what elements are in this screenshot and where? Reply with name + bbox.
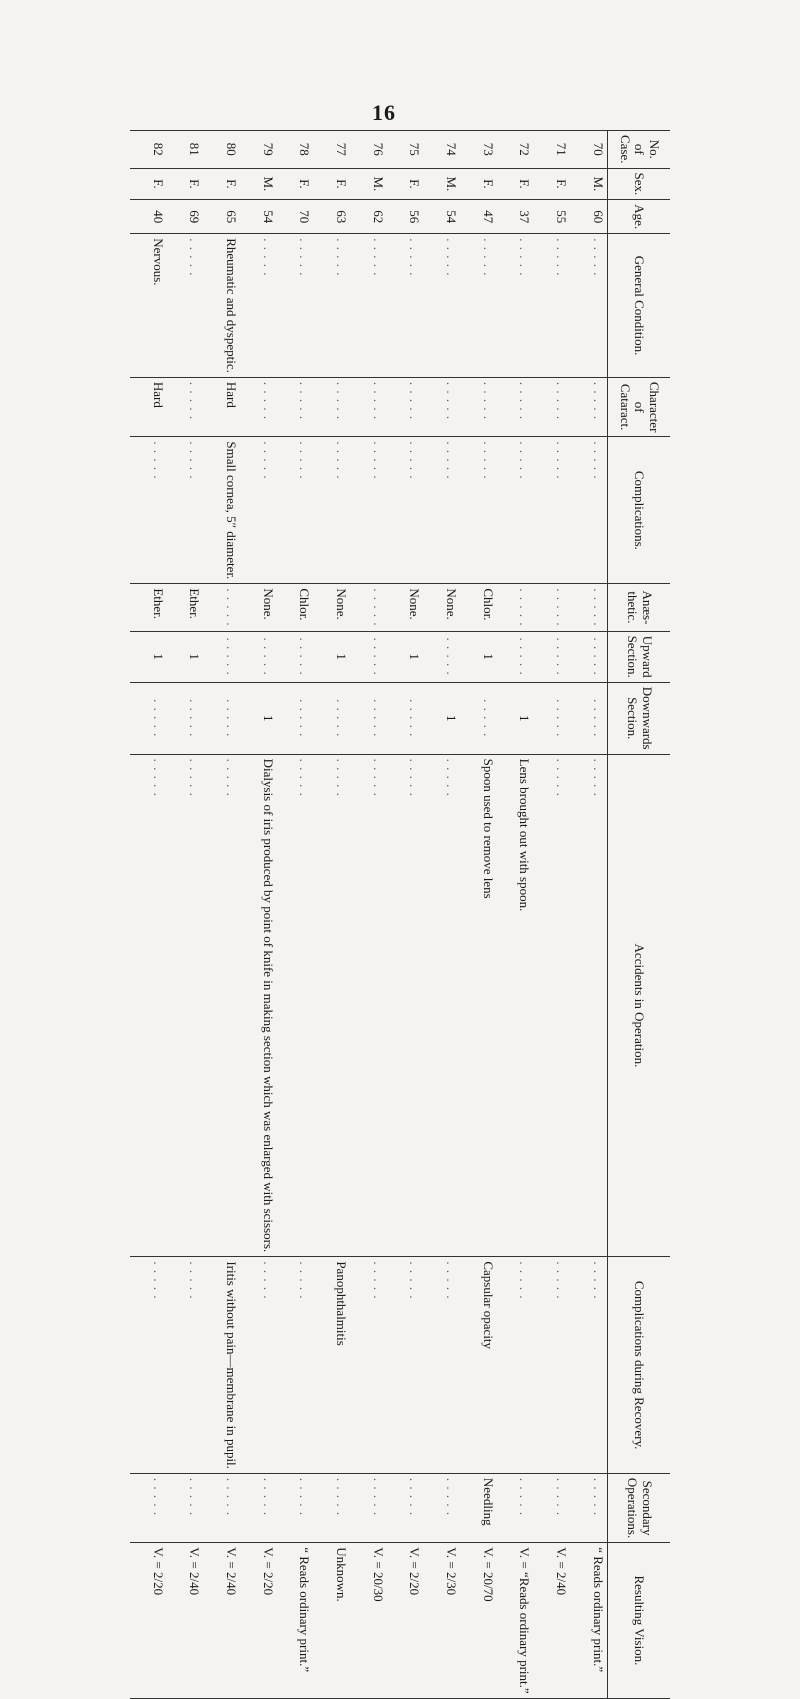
- table-cell: . . . . .: [167, 1257, 204, 1474]
- table-cell: . . . . .: [387, 754, 424, 1257]
- table-cell: . . . . .: [570, 437, 607, 584]
- table-cell: . . . . .: [350, 631, 387, 682]
- table-cell: . . . . .: [497, 377, 534, 437]
- table-cell: Lens brought out with spoon.: [497, 754, 534, 1257]
- table-row: [203, 131, 240, 1699]
- table-cell: . . . . .: [533, 682, 570, 754]
- table-cell: . . . . .: [350, 584, 387, 631]
- table-cell: . . . . .: [423, 1257, 460, 1474]
- table-cell: . . . . .: [387, 1257, 424, 1474]
- table-cell: . . . . .: [533, 754, 570, 1257]
- table-cell: . . . . .: [460, 437, 497, 584]
- table-cell: . . . . .: [387, 1473, 424, 1542]
- table-cell: . . . . .: [423, 437, 460, 584]
- table-cell: “ Reads ordinary print.”: [277, 1543, 314, 1698]
- column-header: Age.: [608, 200, 671, 234]
- table-cell: F.: [167, 168, 204, 200]
- table-cell: 47: [460, 200, 497, 234]
- table-cell: . . . . .: [570, 1257, 607, 1474]
- table-cell: . . . . .: [387, 234, 424, 378]
- table-cell: . . . . .: [350, 1473, 387, 1542]
- table-cell: . . . . .: [533, 377, 570, 437]
- table-cell: . . . . .: [570, 682, 607, 754]
- table-cell: Small cornea, 5″ diameter.: [203, 437, 240, 584]
- table-cell: V. = 2/20: [240, 1543, 277, 1698]
- table-cell: 80: [203, 131, 240, 169]
- table-cell: 76: [350, 131, 387, 169]
- table-cell: . . . . .: [313, 437, 350, 584]
- table-cell: None.: [423, 584, 460, 631]
- table-cell: . . . . .: [387, 682, 424, 754]
- table-cell: Nervous.: [130, 234, 167, 378]
- table-cell: . . . . .: [350, 437, 387, 584]
- table-cell: 79: [240, 131, 277, 169]
- column-header: Anæs-thetic.: [608, 584, 671, 631]
- table-cell: . . . . .: [240, 1473, 277, 1542]
- table-cell: V. = 2/40: [167, 1543, 204, 1698]
- table-cell: 60: [570, 200, 607, 234]
- table-cell: Chlor.: [277, 584, 314, 631]
- cataract-cases-table: [130, 130, 670, 1699]
- table-cell: 82: [130, 131, 167, 169]
- table-cell: F.: [203, 168, 240, 200]
- table-cell: 70: [570, 131, 607, 169]
- table-cell: 1: [167, 631, 204, 682]
- table-cell: 78: [277, 131, 314, 169]
- table-cell: . . . . .: [203, 631, 240, 682]
- table-cell: None.: [387, 584, 424, 631]
- table-row: [533, 131, 570, 1699]
- table-cell: . . . . .: [313, 682, 350, 754]
- table-cell: . . . . .: [277, 437, 314, 584]
- table-cell: . . . . .: [203, 754, 240, 1257]
- table-cell: . . . . .: [570, 377, 607, 437]
- table-cell: Panophthalmitis: [313, 1257, 350, 1474]
- table-cell: . . . . .: [570, 584, 607, 631]
- table-body: [130, 131, 608, 1699]
- table-cell: Rheumatic and dyspeptic.: [203, 234, 240, 378]
- table-cell: Hard: [130, 377, 167, 437]
- table-cell: . . . . .: [460, 682, 497, 754]
- table-cell: 1: [240, 682, 277, 754]
- table-cell: . . . . .: [130, 437, 167, 584]
- table-cell: None.: [313, 584, 350, 631]
- table-cell: Ether.: [167, 584, 204, 631]
- table-cell: . . . . .: [570, 234, 607, 378]
- table-cell: Iritis without pain—membrane in pupil.: [203, 1257, 240, 1474]
- table-cell: . . . . .: [497, 631, 534, 682]
- table-cell: . . . . .: [570, 754, 607, 1257]
- table-cell: . . . . .: [240, 437, 277, 584]
- table-row: [167, 131, 204, 1699]
- table-cell: M.: [240, 168, 277, 200]
- table-cell: . . . . .: [313, 234, 350, 378]
- table-cell: . . . . .: [313, 754, 350, 1257]
- table-cell: . . . . .: [570, 1473, 607, 1542]
- table-row: [423, 131, 460, 1699]
- table-row: [277, 131, 314, 1699]
- table-cell: F.: [313, 168, 350, 200]
- table-cell: . . . . .: [240, 234, 277, 378]
- table-cell: . . . . .: [350, 234, 387, 378]
- table-cell: Hard: [203, 377, 240, 437]
- table-row: [130, 131, 167, 1699]
- table-cell: . . . . .: [570, 631, 607, 682]
- table-cell: . . . . .: [350, 377, 387, 437]
- table-cell: F.: [130, 168, 167, 200]
- table-cell: . . . . .: [497, 1257, 534, 1474]
- table-cell: F.: [497, 168, 534, 200]
- table-cell: 55: [533, 200, 570, 234]
- table-cell: . . . . .: [277, 754, 314, 1257]
- table-cell: 1: [313, 631, 350, 682]
- table-cell: M.: [570, 168, 607, 200]
- table-row: [313, 131, 350, 1699]
- table-cell: V. = 2/40: [533, 1543, 570, 1698]
- table-cell: 54: [240, 200, 277, 234]
- table-cell: . . . . .: [423, 754, 460, 1257]
- table-cell: F.: [460, 168, 497, 200]
- table-cell: 70: [277, 200, 314, 234]
- table-cell: . . . . .: [350, 1257, 387, 1474]
- table-cell: . . . . .: [350, 682, 387, 754]
- table-cell: Needling: [460, 1473, 497, 1542]
- table-cell: 54: [423, 200, 460, 234]
- table-cell: . . . . .: [497, 234, 534, 378]
- table-cell: Ether.: [130, 584, 167, 631]
- table-cell: . . . . .: [533, 584, 570, 631]
- table-cell: . . . . .: [130, 754, 167, 1257]
- table-cell: . . . . .: [497, 584, 534, 631]
- table-row: [387, 131, 424, 1699]
- table-cell: . . . . .: [423, 631, 460, 682]
- table-cell: . . . . .: [240, 1257, 277, 1474]
- table-cell: . . . . .: [533, 631, 570, 682]
- column-header: Upward Section.: [608, 631, 671, 682]
- table-cell: 1: [423, 682, 460, 754]
- table-cell: . . . . .: [277, 1473, 314, 1542]
- column-header: Downwards Section.: [608, 682, 671, 754]
- table-cell: 37: [497, 200, 534, 234]
- table-cell: . . . . .: [533, 1257, 570, 1474]
- table-cell: Spoon used to remove lens: [460, 754, 497, 1257]
- table-cell: . . . . .: [167, 1473, 204, 1542]
- table-cell: . . . . .: [203, 1473, 240, 1542]
- table-cell: 81: [167, 131, 204, 169]
- column-header: No. of Case.: [608, 131, 671, 169]
- table-cell: 62: [350, 200, 387, 234]
- rotated-table: [130, 130, 670, 1694]
- case-table-region: [130, 130, 670, 1694]
- table-cell: 73: [460, 131, 497, 169]
- table-cell: . . . . .: [167, 437, 204, 584]
- table-cell: 1: [497, 682, 534, 754]
- table-cell: Unknown.: [313, 1543, 350, 1698]
- column-header: Secondary Operations.: [608, 1473, 671, 1542]
- table-cell: . . . . .: [533, 234, 570, 378]
- table-cell: V. = 2/40: [203, 1543, 240, 1698]
- table-row: [350, 131, 387, 1699]
- table-cell: V. = 20/70: [460, 1543, 497, 1698]
- table-cell: . . . . .: [203, 682, 240, 754]
- table-cell: . . . . .: [167, 754, 204, 1257]
- table-cell: . . . . .: [167, 377, 204, 437]
- table-cell: 71: [533, 131, 570, 169]
- table-cell: M.: [423, 168, 460, 200]
- table-cell: 77: [313, 131, 350, 169]
- table-row: [570, 131, 607, 1699]
- table-cell: F.: [277, 168, 314, 200]
- table-cell: 65: [203, 200, 240, 234]
- table-cell: Chlor.: [460, 584, 497, 631]
- table-cell: . . . . .: [167, 682, 204, 754]
- table-cell: . . . . .: [240, 631, 277, 682]
- column-header: Complications.: [608, 437, 671, 584]
- column-header: Complications during Recovery.: [608, 1257, 671, 1474]
- column-header: Character of Cataract.: [608, 377, 671, 437]
- table-cell: 1: [460, 631, 497, 682]
- table-cell: None.: [240, 584, 277, 631]
- table-cell: . . . . .: [497, 437, 534, 584]
- table-cell: . . . . .: [313, 377, 350, 437]
- table-cell: 72: [497, 131, 534, 169]
- table-cell: . . . . .: [423, 234, 460, 378]
- table-cell: “ Reads ordinary print.”: [570, 1543, 607, 1698]
- table-cell: . . . . .: [497, 1473, 534, 1542]
- column-header: Accidents in Operation.: [608, 754, 671, 1257]
- table-cell: V. = 2/20: [130, 1543, 167, 1698]
- table-cell: . . . . .: [277, 1257, 314, 1474]
- table-cell: V. = 2/30: [423, 1543, 460, 1698]
- table-header-row: [608, 131, 671, 1699]
- table-row: [240, 131, 277, 1699]
- table-cell: 74: [423, 131, 460, 169]
- table-cell: 56: [387, 200, 424, 234]
- table-cell: . . . . .: [533, 1473, 570, 1542]
- table-cell: Capsular opacity: [460, 1257, 497, 1474]
- column-header: Sex.: [608, 168, 671, 200]
- table-cell: Dialysis of iris produced by point of knife in making section which was enlarged with scissors.: [240, 754, 277, 1257]
- column-header: Resulting Vision.: [608, 1543, 671, 1698]
- table-cell: . . . . .: [387, 437, 424, 584]
- table-row: [460, 131, 497, 1699]
- table-cell: . . . . .: [277, 631, 314, 682]
- table-cell: . . . . .: [277, 377, 314, 437]
- table-cell: . . . . .: [130, 1257, 167, 1474]
- table-cell: 63: [313, 200, 350, 234]
- table-cell: M.: [350, 168, 387, 200]
- table-cell: . . . . .: [167, 234, 204, 378]
- table-cell: 1: [130, 631, 167, 682]
- table-cell: . . . . .: [130, 1473, 167, 1542]
- table-cell: . . . . .: [313, 1473, 350, 1542]
- table-cell: . . . . .: [460, 377, 497, 437]
- column-header: General Condition.: [608, 234, 671, 378]
- table-cell: . . . . .: [203, 584, 240, 631]
- table-cell: . . . . .: [277, 682, 314, 754]
- table-cell: . . . . .: [240, 377, 277, 437]
- table-row: [497, 131, 534, 1699]
- page-number: 16: [372, 100, 396, 125]
- table-cell: 40: [130, 200, 167, 234]
- table-cell: 75: [387, 131, 424, 169]
- table-cell: . . . . .: [460, 234, 497, 378]
- table-cell: . . . . .: [350, 754, 387, 1257]
- table-cell: 1: [387, 631, 424, 682]
- table-cell: V. = “Reads ordinary print.”: [497, 1543, 534, 1698]
- table-cell: . . . . .: [277, 234, 314, 378]
- table-cell: . . . . .: [387, 377, 424, 437]
- table-cell: . . . . .: [423, 1473, 460, 1542]
- table-cell: F.: [387, 168, 424, 200]
- table-cell: V. = 2/20: [387, 1543, 424, 1698]
- table-cell: . . . . .: [423, 377, 460, 437]
- table-cell: F.: [533, 168, 570, 200]
- table-cell: 69: [167, 200, 204, 234]
- table-cell: . . . . .: [130, 682, 167, 754]
- table-cell: V. = 20/30: [350, 1543, 387, 1698]
- table-cell: . . . . .: [533, 437, 570, 584]
